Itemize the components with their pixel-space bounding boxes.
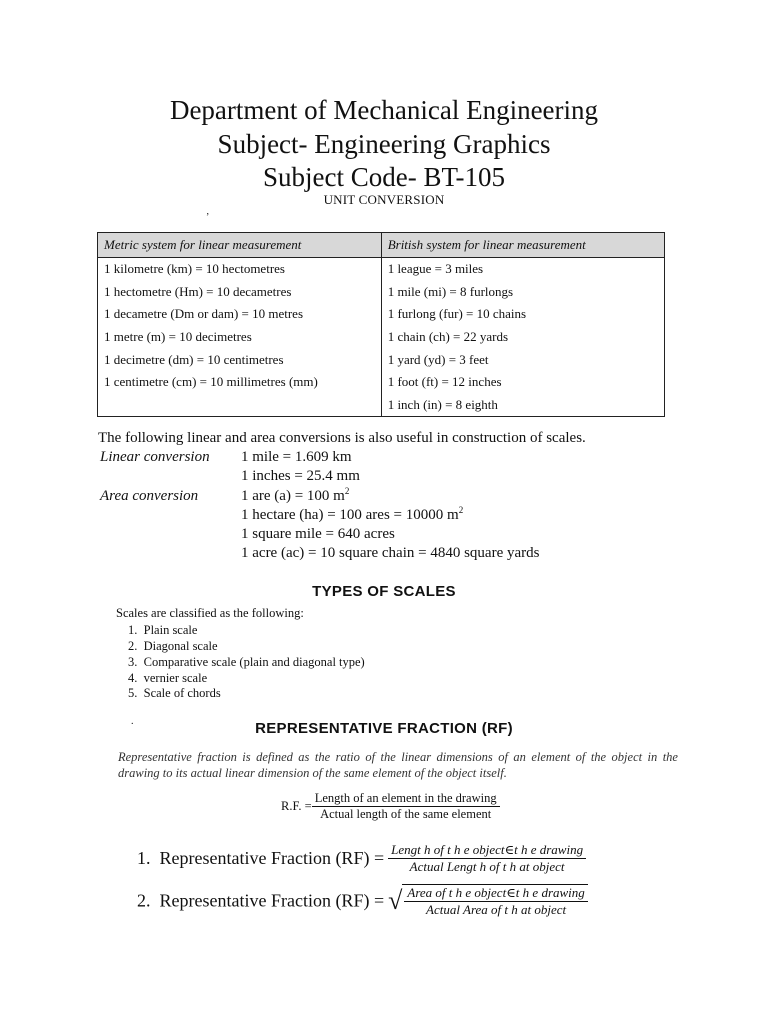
- table-row: [98, 258, 665, 281]
- area-conversion-label: Area conversion: [100, 488, 199, 504]
- table-cell: 1 decametre (Dm or dam) = 10 metres: [98, 303, 382, 326]
- equation-1-fraction: [388, 842, 586, 875]
- rf-formula-numerator: Length of an element in the drawing: [312, 791, 500, 807]
- equation-2: [137, 884, 588, 918]
- table-cell: 1 kilometre (km) = 10 hectometres: [98, 258, 382, 281]
- equation-1: [137, 842, 586, 875]
- conversions-intro: The following linear and area conversions is also useful in construction of scales.: [98, 430, 586, 446]
- table-cell: 1 furlong (fur) = 10 chains: [381, 303, 664, 326]
- rf-definition: Representative fraction is defined as the ratio of the linear dimensions of an element of the object in the drawing to its actual linear dimension of the same element of the object itself.: [118, 750, 678, 780]
- table-cell: 1 metre (m) = 10 decimetres: [98, 326, 382, 349]
- area-hectare-text: 1 hectare (ha) = 100 ares = 10000 m: [241, 507, 459, 523]
- table-row: [98, 281, 665, 304]
- linear-conversion-inch: 1 inches = 25.4 mm: [241, 468, 360, 484]
- stray-dot: .: [131, 716, 134, 727]
- rf-formula-denominator: Actual length of the same element: [320, 807, 492, 821]
- table-row: [98, 303, 665, 326]
- department-title: Department of Mechanical Engineering: [169, 95, 599, 125]
- subject-title: Subject- Engineering Graphics: [217, 129, 551, 159]
- table-cell: 1 foot (ft) = 12 inches: [381, 371, 664, 394]
- table-cell: 1 decimetre (dm) = 10 centimetres: [98, 348, 382, 371]
- metric-header: Metric system for linear measurement: [98, 233, 382, 258]
- linear-conversion-mile: 1 mile = 1.609 km: [241, 449, 352, 465]
- table-cell: 1 centimetre (cm) = 10 millimetres (mm): [98, 371, 382, 394]
- subject-code: Subject Code- BT-105: [263, 162, 505, 192]
- equation-2-denominator: Actual Area of t h at object: [426, 902, 567, 917]
- equation-2-numerator: Area of t h e object∈t h e drawing: [404, 885, 587, 902]
- equation-2-fraction: [404, 885, 587, 918]
- table-row: [98, 348, 665, 371]
- list-item: 2. Diagonal scale: [128, 639, 218, 653]
- area-are-text: 1 are (a) = 100 m: [241, 488, 345, 504]
- table-cell: 1 hectometre (Hm) = 10 decametres: [98, 281, 382, 304]
- table-cell: 1 inch (in) = 8 eighth: [381, 394, 664, 417]
- list-item: 3. Comparative scale (plain and diagonal type): [128, 655, 365, 669]
- area-conversion-hectare: [241, 507, 463, 524]
- rf-formula: [281, 791, 500, 822]
- scales-intro: Scales are classified as the following:: [116, 606, 304, 620]
- exponent: 2: [344, 486, 350, 496]
- stray-mark: ’: [206, 212, 210, 223]
- list-item: 1. Plain scale: [128, 623, 198, 637]
- table-header-row: [98, 233, 665, 258]
- rf-heading: REPRESENTATIVE FRACTION (RF): [255, 720, 513, 737]
- unit-conversion-table: [97, 232, 665, 417]
- equation-1-numerator: Lengt h of t h e object∈t h e drawing: [388, 842, 586, 859]
- equation-2-radicand: [402, 884, 587, 918]
- british-header: British system for linear measurement: [381, 233, 664, 258]
- unit-conversion-heading: UNIT CONVERSION: [323, 192, 445, 207]
- linear-conversion-label: Linear conversion: [100, 449, 210, 465]
- table-row: [98, 326, 665, 349]
- table-cell: 1 chain (ch) = 22 yards: [381, 326, 664, 349]
- rf-formula-label: R.F. =: [281, 799, 312, 813]
- table-cell: [98, 394, 382, 417]
- table-row: [98, 371, 665, 394]
- area-conversion-square-mile: 1 square mile = 640 acres: [241, 526, 395, 542]
- table-cell: 1 yard (yd) = 3 feet: [381, 348, 664, 371]
- types-of-scales-heading: TYPES OF SCALES: [312, 583, 456, 600]
- table-cell: 1 mile (mi) = 8 furlongs: [381, 281, 664, 304]
- list-item: 4. vernier scale: [128, 671, 208, 685]
- list-item: 5. Scale of chords: [128, 686, 221, 700]
- table-row: [98, 394, 665, 417]
- area-conversion-are: [241, 488, 349, 505]
- equation-1-label: 1. Representative Fraction (RF) =: [137, 848, 385, 868]
- table-cell: 1 league = 3 miles: [381, 258, 664, 281]
- square-root-icon: √: [388, 886, 403, 915]
- equation-2-label: 2. Representative Fraction (RF) =: [137, 890, 385, 911]
- rf-formula-fraction: [312, 791, 500, 822]
- area-conversion-acre: 1 acre (ac) = 10 square chain = 4840 square yards: [241, 545, 540, 561]
- exponent: 2: [458, 505, 464, 515]
- equation-1-denominator: Actual Lengt h of t h at object: [409, 859, 565, 874]
